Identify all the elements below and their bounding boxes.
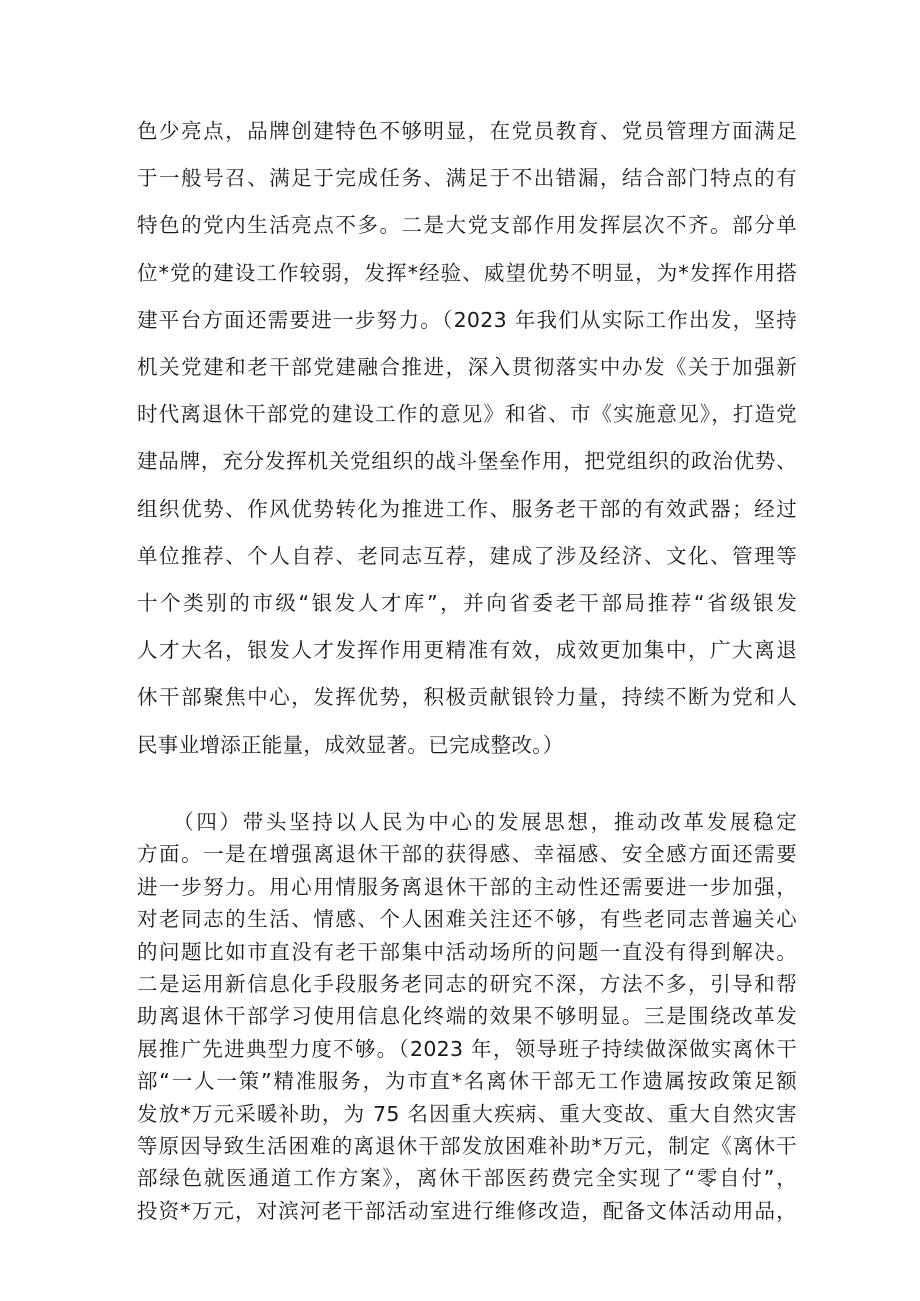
text-line: 特色的党内生活亮点不多。二是大党支部作用发挥层次不齐。部分单 [137,213,797,238]
text-line: 建平台方面还需要进一步努力。（2023 年我们从实际工作出发，坚持 [137,307,797,332]
text-line: 方面。一是在增强离退休干部的获得感、幸福感、安全感方面还需要 [137,842,797,867]
paragraph-section-four [137,806,797,1227]
text-line: 十个类别的市级“银发人才库”，并向省委老干部局推荐“省级银发 [137,591,797,616]
text-line: 人才大名，银发人才发挥作用更精准有效，成效更加集中，广大离退 [137,638,797,663]
text-line: 部绿色就医通道工作方案》，离休干部医药费完全实现了“零自付”， [137,1166,797,1191]
text-line: 部“一人一策”精准服务，为市直*名离休干部无工作遗属按政策足额 [137,1069,797,1094]
text-line: 建品牌，充分发挥机关党组织的战斗堡垒作用，把党组织的政治优势、 [137,449,797,474]
section-heading-line: （四）带头坚持以人民为中心的发展思想，推动改革发展稳定 [137,810,797,834]
text-line: 对老同志的生活、情感、个人困难关注还不够，有些老同志普遍关心 [137,907,797,932]
text-line: 助离退休干部学习使用信息化终端的效果不够明显。三是围绕改革发 [137,1004,797,1029]
text-line: 二是运用新信息化手段服务老同志的研究不深，方法不多，引导和帮 [137,972,797,997]
text-line: 投资*万元，对滨河老干部活动室进行维修改造，配备文体活动用品， [137,1198,797,1223]
text-line: 位*党的建设工作较弱，发挥*经验、威望优势不明显，为*发挥作用搭 [137,260,797,285]
text-line: 色少亮点，品牌创建特色不够明显，在党员教育、党员管理方面满足 [137,119,797,143]
text-line: 组织优势、作风优势转化为推进工作、服务老干部的有效武器；经过 [137,496,797,521]
text-line: 进一步努力。用心用情服务离退休干部的主动性还需要进一步加强， [137,874,797,899]
text-line: 民事业增添正能量，成效显著。已完成整改。） [137,732,564,757]
text-line: 单位推荐、个人自荐、老同志互荐，建成了涉及经济、文化、管理等 [137,543,797,568]
text-line: 的问题比如市直没有老干部集中活动场所的问题一直没有得到解决。 [137,939,797,964]
text-line: 于一般号召、满足于完成任务、满足于不出错漏，结合部门特点的有 [137,166,797,191]
paragraph-continued [137,108,797,769]
text-line: 时代离退休干部党的建设工作的意见》和省、市《实施意见》，打造党 [137,402,797,427]
text-line: 发放*万元采暖补助，为 75 名因重大疾病、重大变故、重大自然灾害 [137,1101,797,1126]
text-line: 等原因导致生活困难的离退休干部发放困难补助*万元，制定《离休干 [137,1134,797,1159]
text-line: 休干部聚焦中心，发挥优势，积极贡献银铃力量，持续不断为党和人 [137,685,797,710]
text-line: 机关党建和老干部党建融合推进，深入贯彻落实中办发《关于加强新 [137,355,797,380]
text-line: 展推广先进典型力度不够。（2023 年，领导班子持续做深做实离休干 [137,1036,797,1061]
